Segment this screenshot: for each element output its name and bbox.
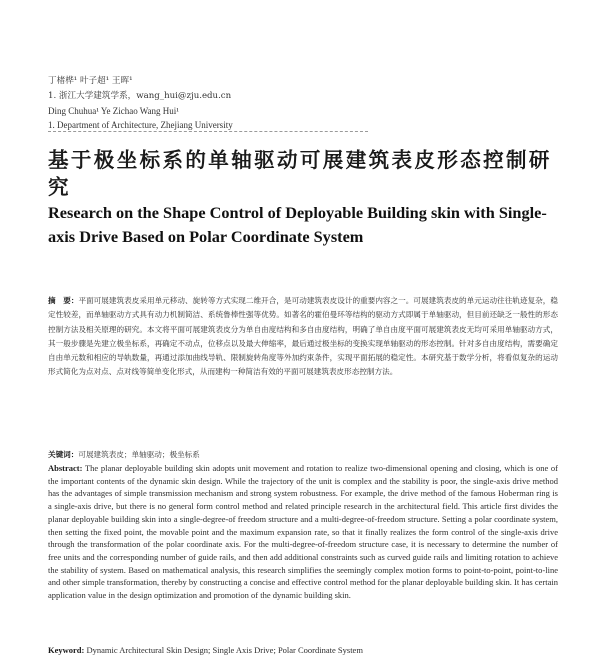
- keywords-en-text: Dynamic Architectural Skin Design; Single Axis Drive; Polar Coordinate System: [86, 645, 363, 655]
- keywords-english: [48, 645, 558, 656]
- keywords-cn-text: 可展建筑表皮；单轴驱动；极坐标系: [78, 450, 200, 459]
- abstract-cn-text: 平面可展建筑表皮采用单元移动、旋转等方式实现二维开合，是可动建筑表皮设计的重要内容之一。可展建筑表皮的单元运动往往轨迹复杂，稳定性较差，而单轴驱动方式具有动力机制简洁、系统鲁棒性强等优势。如著名的霍伯曼环等结构的驱动方式即属于单轴驱动，但目前还缺乏一般性的形态控制方法及相关原理的研究。本文将平面可展建筑表皮分为单自由度结构和多自由度结构，明确了单自由度平面可展建筑表皮无均可采用单轴驱动方式，其一般步骤是先建立极坐标系，再确定不动点，位移点以及最大伸缩率，最后通过极坐标的变换实现单轴驱动的形态控制。针对多自由度结构，需要确定自由单元数和相应的导轨数量，再通过添加曲线导轨、限制旋转角度等外加约束条件，实现平面拓展的稳定性。本研究基于数学分析，将看似复杂的运动形式简化为点对点、点对线等简单变化形式，从而建构一种简洁有效的平面可展建筑表皮形态控制方法。: [48, 296, 558, 377]
- keywords-en-label: Keyword:: [48, 645, 85, 655]
- abstract-english: [48, 462, 558, 602]
- abstract-en-text: The planar deployable building skin adopts unit movement and rotation to realize two-dimensional opening and closing, which is one of the important contents of the dynamic skin design. While the trajectory of the unit is complex and the stability is poor, the single-axis drive method has the advantages of simple transmission mechanism and strong system robustness. For example, the drive method of the famous Hoberman ring is a single-axis drive, but there is no general form control method and related principle research in the architectural field. This article first divides the planar deployable building skin into a single-degree-of freedom structure and a multi-degree-of-freedom structure. Setting a polar coordinate system, then setting the fixed point, the movable point and the maximum expansion rate, so that it finally realizes the form control of the single-axis drive through the transformation of the polar coordinate axis. For the multi-degree-of-freedom structure case, it is necessary to determine the number of free units and the corresponding number of guide rails, and then add additional constraints such as curved guide rails and limiting rotation to achieve the stability of system. Based on mathematical analysis, this research simplifies the seemingly complex motion forms to point-to-point, point-to-line and other simple transformation, thereby by constructing a concise and effective control method for the planar deployable building skin. It has certain application value in the design optimization and promotion of the dynamic building skin.: [48, 463, 558, 601]
- author-names-cn: 丁楮桦¹ 叶子超¹ 王晖¹: [48, 76, 133, 86]
- keywords-cn-label: 关键词：: [48, 450, 79, 459]
- author-names-en: Ding Chuhua¹ Ye Zichao Wang Hui¹: [48, 106, 179, 116]
- header-divider: [48, 131, 368, 133]
- abstract-chinese: [48, 294, 558, 380]
- author-affiliation-en: 1. Department of Architecture, Zhejiang University: [48, 120, 233, 130]
- author-affiliation-cn: 1. 浙江大学建筑学系，wang_hui@zju.edu.cn: [48, 91, 232, 101]
- abstract-en-label: Abstract:: [48, 463, 83, 473]
- title-chinese: 基于极坐标系的单轴驱动可展建筑表皮形态控制研究: [48, 148, 552, 199]
- title-english: Research on the Shape Control of Deployable Building skin with Single-axis Drive Based on Polar Coordinate System: [48, 203, 547, 246]
- abstract-cn-label: 摘 要：: [48, 296, 79, 305]
- keywords-chinese: [48, 449, 558, 461]
